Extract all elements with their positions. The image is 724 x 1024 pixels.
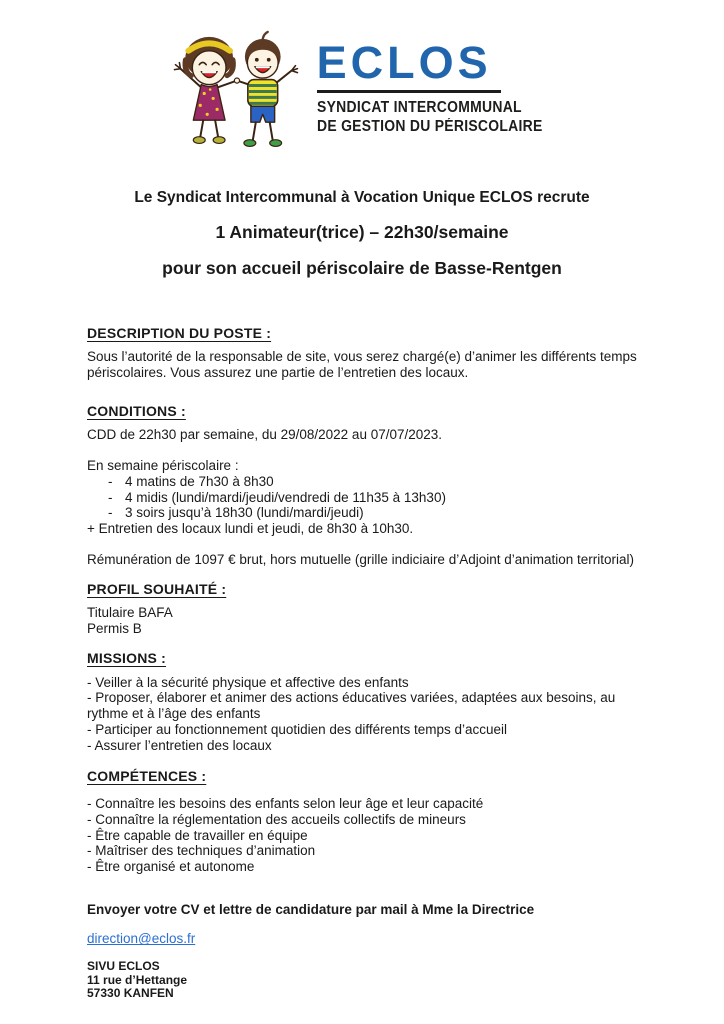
conditions-contract-line: CDD de 22h30 par semaine, du 29/08/2022 au 07/07/2023. [87,427,443,443]
conditions-schedule-intro: En semaine périscolaire : [87,458,239,474]
conditions-bullet-evenings [87,505,637,521]
address-street: 11 rue d’Hettange [87,972,188,987]
competence-item: - Connaître la réglementation des accueils collectifs de mineurs [87,811,466,827]
children-illustration-icon [157,26,307,150]
title-location-line: pour son accueil périscolaire de Basse-Rentgen [162,258,562,278]
profil-item-permis: Permis B [87,621,142,637]
address-org: SIVU ECLOS [87,959,160,974]
logo-subtitle-line1: SYNDICAT INTERCOMMUNAL [316,99,522,116]
announcement-titles [0,188,724,279]
address-city: 57330 KANFEN [87,986,174,1001]
boy-figure [234,32,297,146]
conditions-salary-line: Rémunération de 1097 € brut, hors mutuelle (grille indiciaire d’Adjoint d’animation territorial) [87,551,635,567]
section-heading-conditions: CONDITIONS : [87,403,186,420]
competence-item: - Être organisé et autonome [87,859,255,875]
bullet-dash: - [108,473,113,489]
girl-figure [174,37,236,144]
conditions-bullet-middays [87,490,637,506]
section-heading-missions: MISSIONS : [87,649,167,666]
eclos-logo [0,0,724,150]
logo-subtitle-line2: DE GESTION DU PÉRISCOLAIRE [316,118,543,135]
mission-item: - Proposer, élaborer et animer des actions éducatives variées, adaptées aux besoins, au rythme et à l’âge des enfants [87,690,616,722]
postal-address [87,960,637,1001]
section-heading-competences: COMPÉTENCES : [87,768,207,785]
brand-name: ECLOS [316,37,492,88]
contact-email-link[interactable]: direction@eclos.fr [87,931,196,947]
description-paragraph: Sous l’autorité de la responsable de site, vous serez chargé(e) d’animer les différents temps périscolaires. Vous assurez une partie de l’entretien des locaux. [87,349,637,380]
bullet-dash: - [108,489,113,505]
bullet-text: 3 soirs jusqu’à 18h30 (lundi/mardi/jeudi) [125,505,364,521]
competence-item: - Être capable de travailler en équipe [87,827,308,843]
conditions-extra-line: + Entretien des locaux lundi et jeudi, de 8h30 à 10h30. [87,520,414,536]
mission-item: - Assurer l’entretien des locaux [87,737,272,753]
section-heading-description: DESCRIPTION DU POSTE : [87,325,272,341]
mission-item: - Veiller à la sécurité physique et affective des enfants [87,674,409,690]
conditions-bullet-mornings [87,474,637,490]
title-recruiter-line: Le Syndicat Intercommunal à Vocation Unique ECLOS recrute [134,189,590,206]
bullet-text: 4 midis (lundi/mardi/jeudi/vendredi de 11h35 à 13h30) [125,489,446,505]
mission-item: - Participer au fonctionnement quotidien des différents temps d’accueil [87,721,507,737]
section-heading-profil: PROFIL SOUHAITÉ : [87,581,227,598]
apply-instruction: Envoyer votre CV et lettre de candidature par mail à Mme la Directrice [87,901,535,917]
logo-text [316,37,568,136]
profil-item-bafa: Titulaire BAFA [87,605,173,621]
title-position-line: 1 Animateur(trice) – 22h30/semaine [215,222,509,242]
document-body [87,325,637,1001]
competence-item: - Connaître les besoins des enfants selon leur âge et leur capacité [87,796,484,812]
bullet-text: 4 matins de 7h30 à 8h30 [125,473,274,489]
brand-underline [317,90,501,93]
competence-item: - Maîtriser des techniques d’animation [87,843,316,859]
bullet-dash: - [108,505,113,521]
